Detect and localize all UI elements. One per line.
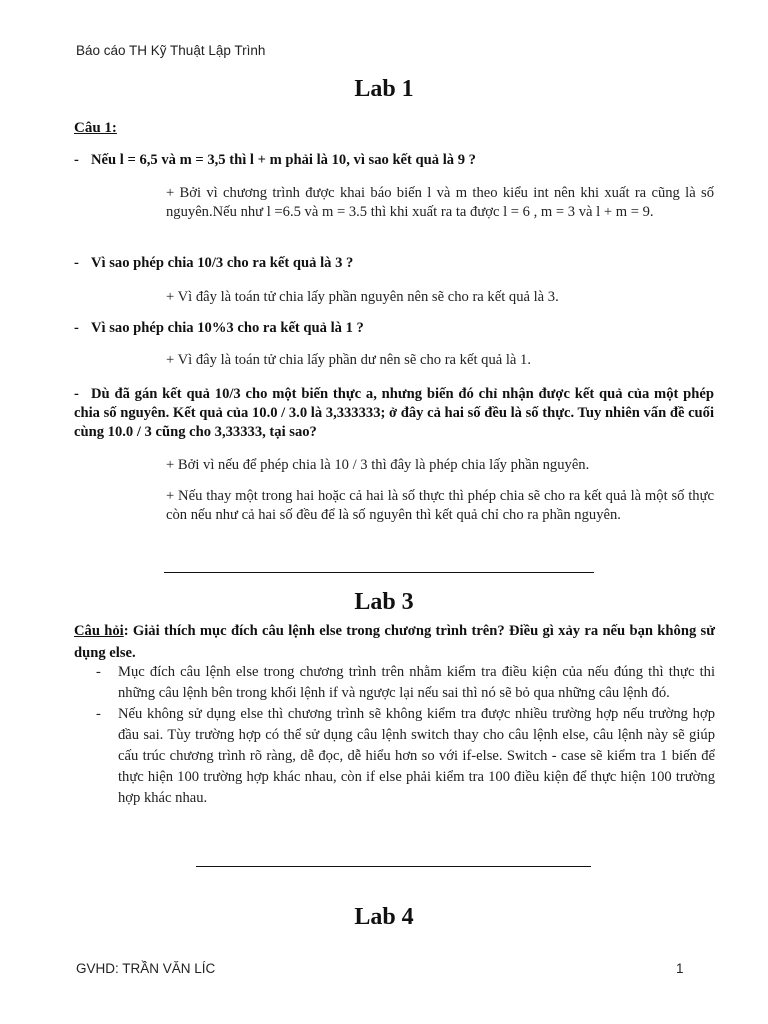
lab1-answer-1: + Bởi vì chương trình được khai báo biến l và m theo kiểu int nên khi xuất ra cũng là số nguyên.Nếu như l =6.5 và m = 3.5 thì khi xuất ra ta được l = 6 , m = 3 và l + m = 9. bbox=[166, 185, 714, 220]
question-text: Dù đã gán kết quả 10/3 cho một biến thực a, nhưng biến đó chỉ nhận được kết quả của một phép chia số nguyên. Kết quả của 10.0 / 3.0 là 3,333333; ở đây cả hai số đều là số thực. Tuy nhiên vấn đề cuối cùng 10.0 / 3 cũng cho 3,33333, tại sao? bbox=[74, 386, 715, 440]
question-text: Nếu l = 6,5 và m = 3,5 thì l + m phải là 10, vì sao kết quả là 9 ? bbox=[91, 152, 476, 168]
dash-marker: - bbox=[96, 664, 101, 680]
dash-marker: - bbox=[74, 386, 79, 402]
page-header: Báo cáo TH Kỹ Thuật Lập Trình bbox=[76, 43, 266, 58]
cau1-label: Câu 1: bbox=[74, 120, 117, 136]
question-text: Vì sao phép chia 10/3 cho ra kết quả là 3 ? bbox=[91, 255, 354, 271]
lab1-answer-4b: + Nếu thay một trong hai hoặc cả hai là số thực thì phép chia sẽ cho ra kết quả là một số thực còn nếu như cả hai số đều để là số nguyên thì kết quả chỉ cho ra phần nguyên. bbox=[166, 488, 714, 523]
lab1-answer-4a: + Bởi vì nếu để phép chia là 10 / 3 thì đây là phép chia lấy phần nguyên. bbox=[166, 457, 590, 473]
page-number: 1 bbox=[676, 961, 684, 976]
dash-marker: - bbox=[74, 320, 79, 336]
lab3-answer-list bbox=[96, 662, 715, 809]
question-text: : Giải thích mục đích câu lệnh else trong chương trình trên? Điều gì xảy ra nếu bạn không sử dụng else. bbox=[74, 623, 715, 661]
section-divider bbox=[164, 572, 594, 573]
list-item-text: Nếu không sử dụng else thì chương trình sẽ không kiểm tra được nhiều trường hợp nếu trường hợp đầu sai. Tùy trường hợp có thể sử dụng câu lệnh switch thay cho câu lệnh else, câu lệnh này sẽ giúp cấu trúc chương trình rõ ràng, dễ đọc, dễ hiểu hơn so với if-else. Switch - case sẽ kiểm tra 1 biến để thực hiện 100 trường hợp khác nhau, còn if else phải kiểm tra 100 điều kiện để thực hiện 100 trường hợp khác nhau. bbox=[118, 706, 715, 806]
question-label: Câu hỏi bbox=[74, 623, 124, 639]
lab1-question-3 bbox=[74, 319, 714, 338]
question-text: Vì sao phép chia 10%3 cho ra kết quả là 1 ? bbox=[91, 320, 364, 336]
footer-instructor: GVHD: TRẦN VĂN LÍC bbox=[76, 961, 216, 976]
list-item bbox=[96, 662, 715, 704]
section-divider bbox=[196, 866, 591, 867]
dash-marker: - bbox=[74, 255, 79, 271]
list-item-text: Mục đích câu lệnh else trong chương trình trên nhằm kiểm tra điều kiện của nếu đúng thì thực thi những câu lệnh bên trong khối lệnh if và ngược lại nếu sai thì nó sẽ bỏ qua những câu lệnh đó. bbox=[118, 664, 715, 701]
lab3-title: Lab 3 bbox=[354, 589, 414, 615]
lab1-title: Lab 1 bbox=[354, 76, 414, 102]
dash-marker: - bbox=[74, 152, 79, 168]
lab1-question-2 bbox=[74, 254, 714, 273]
lab4-title: Lab 4 bbox=[354, 904, 414, 930]
list-item bbox=[96, 704, 715, 809]
lab1-question-1 bbox=[74, 151, 714, 170]
dash-marker: - bbox=[96, 706, 101, 722]
lab1-question-4 bbox=[74, 385, 714, 442]
lab1-answer-3: + Vì đây là toán tử chia lấy phần dư nên sẽ cho ra kết quả là 1. bbox=[166, 352, 532, 368]
lab3-question bbox=[74, 620, 715, 664]
lab1-answer-2: + Vì đây là toán tử chia lấy phần nguyên nên sẽ cho ra kết quả là 3. bbox=[166, 289, 559, 305]
